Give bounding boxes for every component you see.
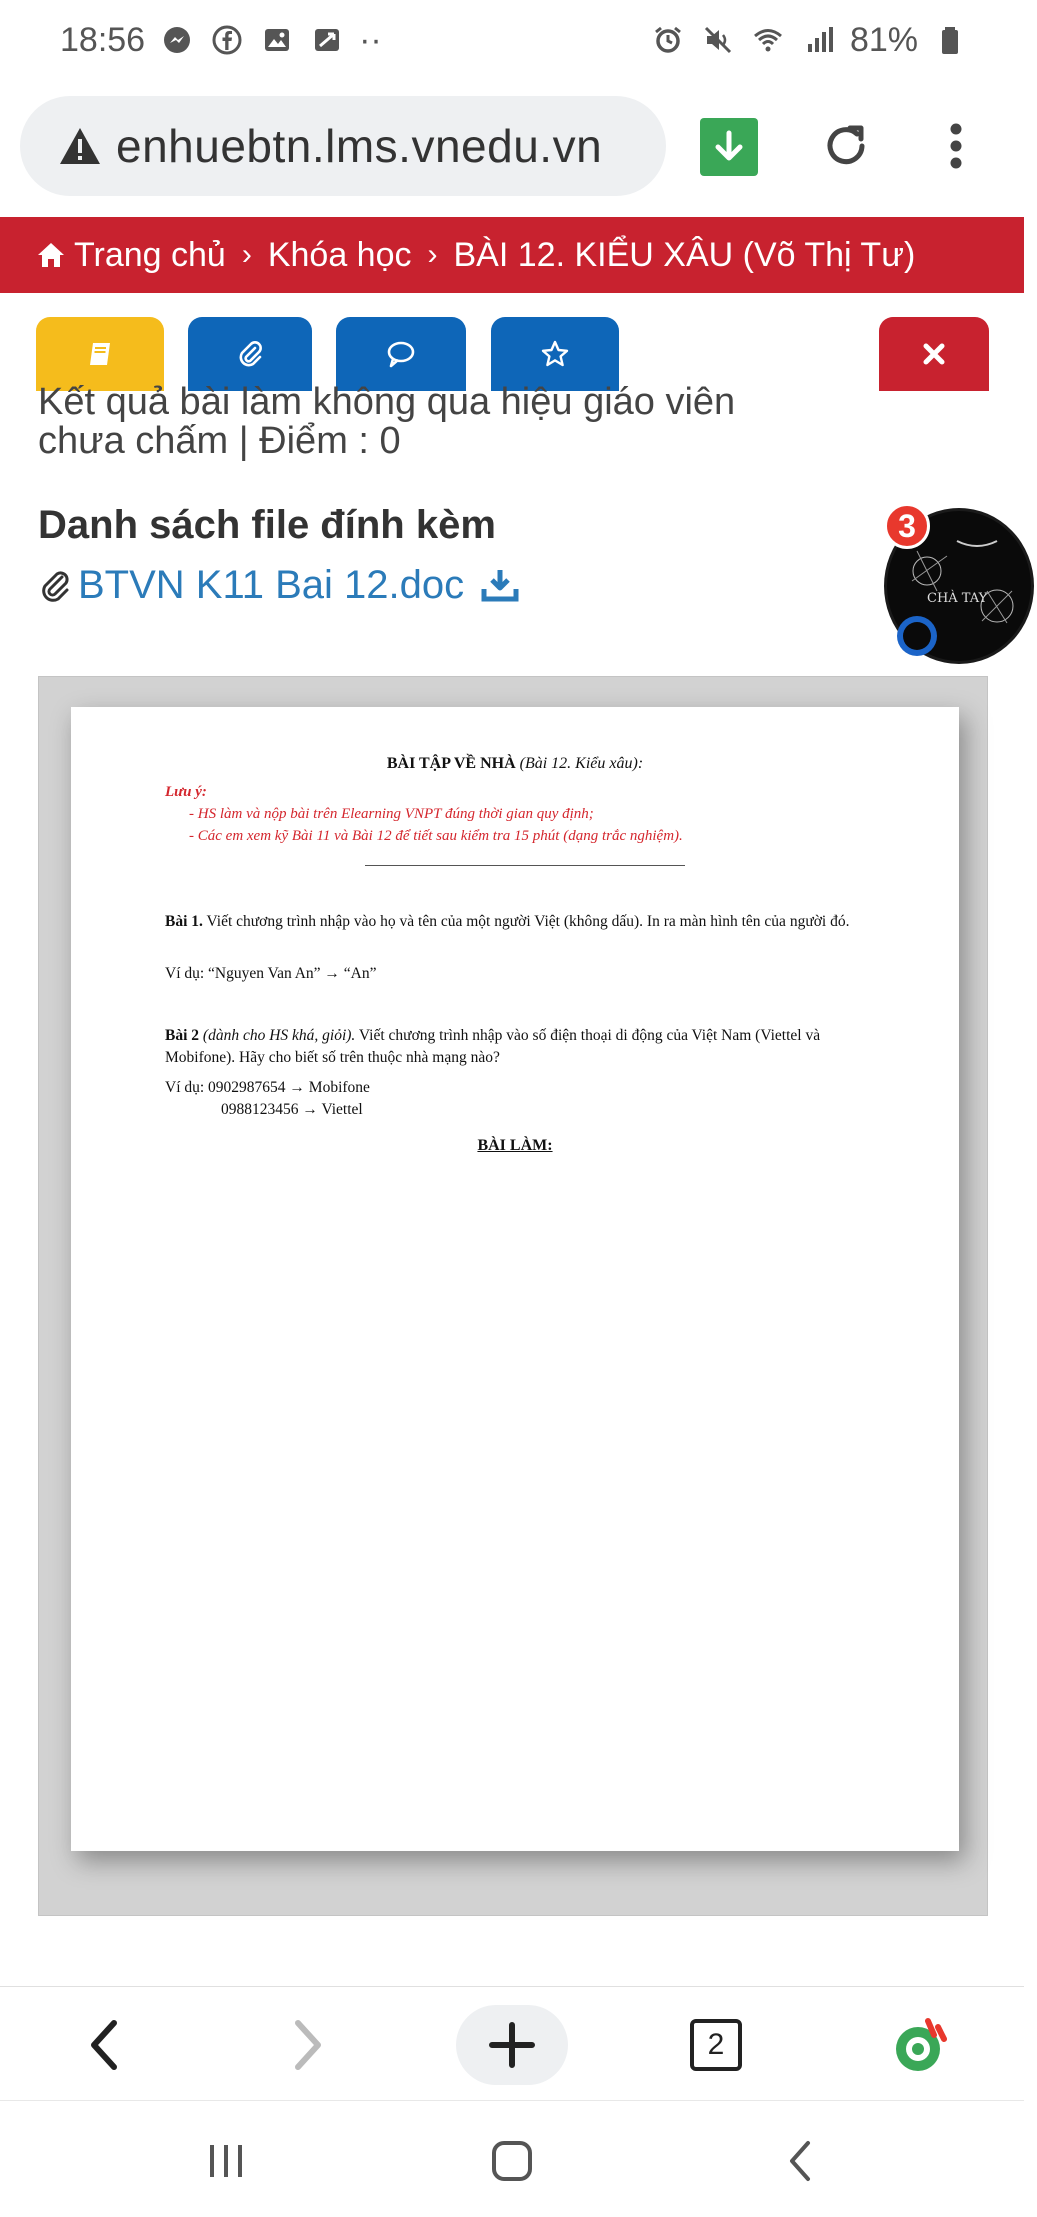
close-panel-button[interactable] [879, 317, 989, 391]
document-preview[interactable] [38, 676, 988, 1916]
notification-badge: 3 [884, 503, 930, 549]
doc-title-main: BÀI TẬP VỀ NHÀ [386, 755, 516, 772]
close-icon [919, 339, 949, 369]
doc-exercise-1 [165, 911, 885, 933]
browser-menu-button[interactable] [936, 116, 976, 176]
result-line-clipped: Kết quả bài làm không qua hiệu giáo viên [38, 381, 736, 423]
upload-icon [309, 22, 345, 58]
document-page [71, 707, 959, 1851]
warning-icon[interactable] [58, 124, 102, 168]
breadcrumb [0, 217, 1024, 293]
tab-count: 2 [690, 2019, 742, 2071]
breadcrumb-home-link[interactable] [36, 236, 226, 275]
doc-note-item: - HS làm và nộp bài trên Elearning VNPT đúng thời gian quy định; [189, 806, 594, 822]
alarm-icon [650, 22, 686, 58]
status-left [60, 21, 382, 60]
paperclip-icon [38, 567, 72, 603]
home-icon [36, 241, 66, 269]
doc-exercise-1-example: Ví dụ: “Nguyen Van An” → “An” [165, 965, 377, 982]
breadcrumb-separator: › [427, 238, 438, 271]
back-chevron-icon [784, 2139, 816, 2183]
gallery-icon [259, 22, 295, 58]
attachments-heading: Danh sách file đính kèm [38, 503, 496, 547]
more-vert-icon [949, 122, 963, 170]
doc-exercise-2-note: (dành cho HS khá, giỏi). [202, 1027, 356, 1044]
browser-toolbar [0, 96, 1024, 200]
score-line: chưa chấm | Điểm : 0 [38, 420, 401, 462]
paperclip-icon [235, 339, 265, 369]
browser-logo-icon [888, 2013, 952, 2077]
doc-exercise-2-text: Viết chương trình nhập vào số điện thoại di động của Việt Nam (Viettel và Mobifone). Hãy cho biết số trên thuộc nhà mạng nào? [165, 1027, 821, 1066]
doc-title [71, 755, 959, 773]
home-square-icon [490, 2139, 534, 2183]
new-tab-button[interactable] [456, 2005, 568, 2085]
comment-icon [386, 339, 416, 369]
doc-note-item: - Các em xem kỹ Bài 11 và Bài 12 để tiết sau kiểm tra 15 phút (dạng trắc nghiệm). [189, 828, 683, 844]
address-bar[interactable] [20, 96, 666, 196]
download-button[interactable] [700, 118, 758, 176]
coc-coc-menu-button[interactable] [880, 2005, 960, 2085]
mute-icon [700, 22, 736, 58]
tabs-button[interactable] [676, 2005, 756, 2085]
status-more: ·· [359, 20, 382, 59]
doc-exercise-2-label: Bài 2 [165, 1027, 200, 1044]
system-back-button[interactable] [770, 2131, 830, 2191]
breadcrumb-home-label: Trang chủ [74, 235, 226, 274]
breadcrumb-separator: › [241, 238, 252, 271]
doc-exercise-2 [165, 1025, 885, 1069]
browser-bottom-bar [0, 1986, 1024, 2100]
battery-percent: 81% [849, 20, 918, 59]
back-button[interactable] [64, 2005, 144, 2085]
doc-exercise-1-label: Bài 1. [165, 913, 203, 930]
breadcrumb-courses-link[interactable]: Khóa học [267, 235, 412, 274]
system-navigation-bar [0, 2100, 1024, 2217]
reload-button[interactable] [816, 116, 876, 176]
doc-note [165, 781, 683, 847]
doc-divider [365, 865, 685, 866]
bubble-text: CHÀ TAY [927, 591, 988, 606]
signal-icon [800, 22, 836, 58]
download-arrow-icon [709, 127, 749, 167]
status-bar [0, 0, 1024, 80]
messenger-icon [159, 22, 195, 58]
url-text[interactable]: enhuebtn.lms.vnedu.vn [116, 120, 603, 172]
doc-answer-heading: BÀI LÀM: [477, 1137, 553, 1154]
doc-note-label: Lưu ý: [165, 784, 207, 800]
home-button[interactable] [482, 2131, 542, 2191]
book-icon [85, 339, 115, 369]
breadcrumb-lesson-link[interactable]: BÀI 12. KIỂU XÂU (Võ Thị Tư) [453, 235, 916, 274]
status-right [650, 21, 968, 60]
wifi-icon [750, 22, 786, 58]
recents-icon [204, 2141, 248, 2181]
star-icon [540, 339, 570, 369]
reload-icon [820, 120, 872, 172]
attachment-link[interactable] [38, 560, 520, 610]
battery-icon [932, 22, 968, 58]
download-icon[interactable] [480, 567, 520, 603]
chevron-right-icon [288, 2017, 328, 2073]
doc-exercise-2-example-2: 0988123456 → Viettel [221, 1101, 363, 1118]
doc-title-sub: (Bài 12. Kiểu xâu): [519, 755, 644, 772]
plus-icon [486, 2019, 538, 2071]
forward-button[interactable] [268, 2005, 348, 2085]
facebook-icon [209, 22, 245, 58]
doc-exercise-1-text: Viết chương trình nhập vào họ và tên của một người Việt (không dấu). In ra màn hình tên của người đó. [206, 913, 850, 930]
attachment-filename[interactable]: BTVN K11 Bai 12.doc [78, 563, 465, 607]
lesson-toolbar [0, 293, 1024, 391]
doc-exercise-2-example-1: Ví dụ: 0902987654 → Mobifone [165, 1079, 370, 1096]
recent-apps-button[interactable] [196, 2131, 256, 2191]
status-time: 18:56 [60, 20, 146, 59]
chevron-left-icon [84, 2017, 124, 2073]
